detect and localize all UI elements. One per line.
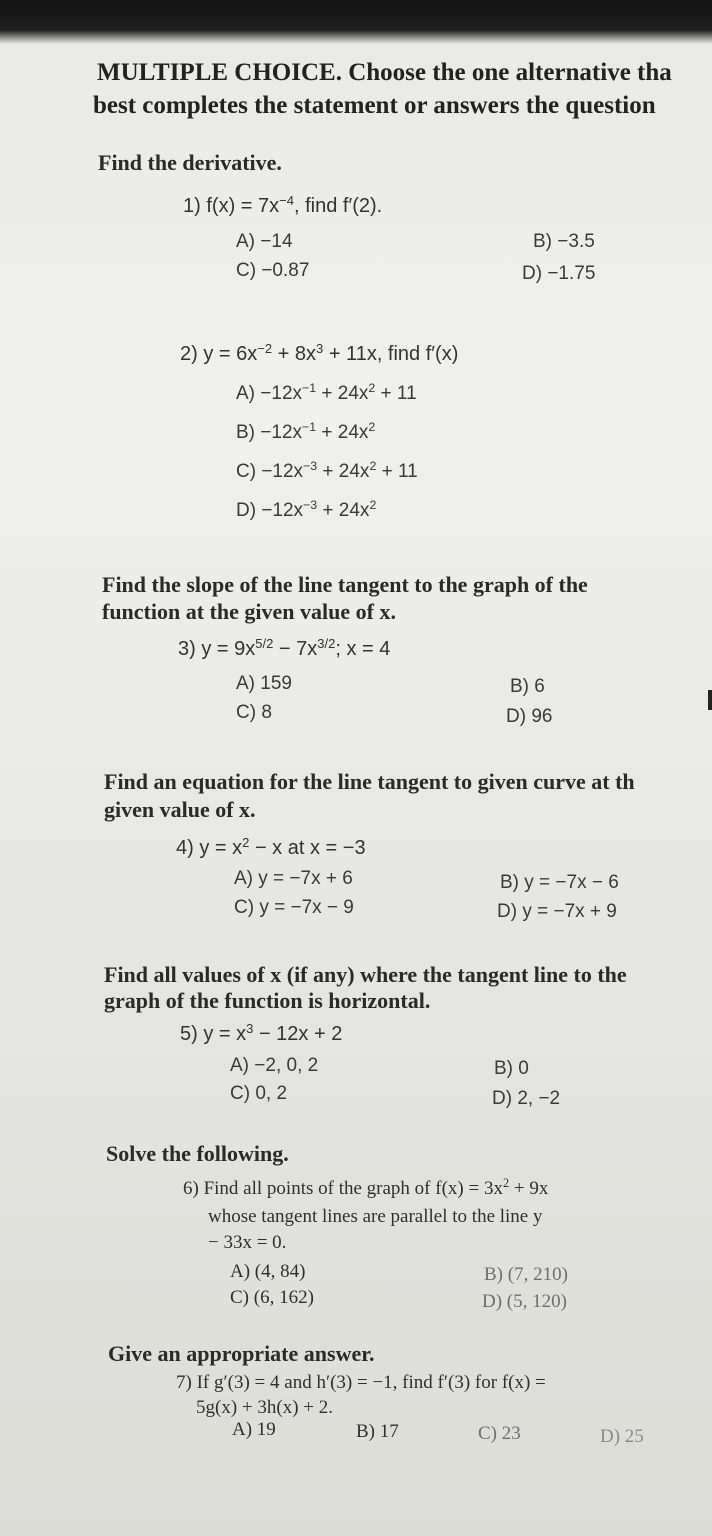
section-heading-slope-line-2: function at the given value of x. (102, 599, 396, 624)
question-6-prompt-line-1 (183, 1176, 549, 1199)
question-7-prompt-line-1: 7) If g′(3) = 4 and h′(3) = −1, find f′(3) for f(x) = (176, 1372, 546, 1393)
section-heading-equation-line-2: given value of x. (104, 797, 256, 822)
expression-part: − 7x (273, 638, 318, 660)
exponent: 3/2 (317, 635, 336, 651)
question-4-option-c: C) y = −7x − 9 (234, 897, 354, 918)
instructions-line-2: best completes the statement or answers the question (93, 92, 656, 119)
question-1-option-d: D) −1.75 (522, 263, 596, 284)
expression-part: − 12x + 2 (253, 1023, 343, 1045)
exponent: 3 (316, 340, 324, 356)
question-1-option-b: B) −3.5 (533, 231, 595, 252)
question-7-option-a: A) 19 (232, 1419, 276, 1440)
exponent: 2 (368, 420, 376, 435)
question-7-option-c: C) 23 (478, 1423, 521, 1444)
exponent: 2 (369, 459, 377, 474)
question-number: 4) (176, 837, 194, 859)
prompt-text: + 9x (509, 1178, 549, 1199)
exponent: −1 (302, 420, 317, 435)
question-4-option-d: D) y = −7x + 9 (497, 901, 617, 922)
question-4-prompt (176, 834, 366, 859)
option-text: C) −12x (236, 461, 304, 482)
exponent: −3 (303, 498, 318, 513)
exponent: −4 (279, 192, 294, 208)
option-text: + 11 (376, 461, 418, 482)
option-text: + 24x (317, 500, 370, 521)
expression-part: , find f′(2). (293, 195, 383, 217)
question-7-option-d: D) 25 (600, 1426, 644, 1447)
question-5-option-c: C) 0, 2 (230, 1083, 288, 1104)
question-5-option-a: A) −2, 0, 2 (230, 1055, 319, 1076)
question-4-option-b: B) y = −7x − 6 (500, 872, 619, 893)
question-1-option-a: A) −14 (236, 231, 293, 252)
exponent: 2 (369, 498, 377, 513)
question-6-prompt-line-3: − 33x = 0. (208, 1232, 287, 1253)
section-heading-appropriate: Give an appropriate answer. (108, 1341, 375, 1366)
question-3-option-a: A) 159 (236, 673, 292, 694)
exponent: −2 (257, 340, 273, 356)
question-6-option-b: B) (7, 210) (484, 1264, 568, 1285)
expression-part: − x at x = −3 (249, 837, 366, 859)
question-4-option-a: A) y = −7x + 6 (234, 868, 353, 889)
question-5-option-b: B) 0 (494, 1058, 529, 1079)
question-3-option-d: D) 96 (506, 706, 553, 727)
option-text: A) −12x (236, 383, 303, 404)
option-text: + 24x (317, 461, 370, 482)
expression-part: y = 6x (203, 343, 258, 365)
question-7-option-b: B) 17 (356, 1421, 399, 1442)
exponent: 5/2 (255, 635, 274, 651)
section-heading-horizontal-line-1: Find all values of x (if any) where the tangent line to the (104, 962, 627, 987)
exponent: 2 (368, 381, 376, 396)
question-2-option-a (236, 381, 417, 404)
question-2-prompt (180, 340, 459, 365)
question-3-prompt (178, 635, 391, 660)
expression-part: + 11x, find f′(x) (323, 343, 459, 365)
question-number: 1) (183, 195, 201, 217)
instructions-line-1: MULTIPLE CHOICE. Choose the one alternative tha (97, 59, 672, 86)
expression-part: y = x (199, 837, 243, 859)
question-2-option-d (236, 498, 377, 521)
question-6-option-c: C) (6, 162) (230, 1287, 314, 1308)
question-2-option-b (236, 420, 376, 443)
expression-part: y = 9x (201, 638, 256, 660)
question-6-option-d: D) (5, 120) (482, 1291, 567, 1312)
exponent: 2 (242, 834, 250, 850)
section-heading-solve: Solve the following. (106, 1141, 289, 1166)
expression-part: + 8x (272, 343, 317, 365)
expression-part: y = x (203, 1023, 247, 1045)
question-3-option-b: B) 6 (510, 676, 545, 697)
exponent: 2 (502, 1176, 510, 1191)
question-5-option-d: D) 2, −2 (492, 1088, 561, 1109)
section-heading-horizontal-line-2: graph of the function is horizontal. (104, 988, 431, 1013)
question-number: 3) (178, 638, 196, 660)
question-1-option-c: C) −0.87 (236, 260, 310, 281)
option-text: + 11 (375, 383, 417, 404)
question-6-option-a: A) (4, 84) (230, 1261, 306, 1282)
question-2-option-c (236, 459, 418, 482)
frame-edge (708, 690, 712, 710)
exponent: −1 (302, 381, 317, 396)
expression-part: f(x) = 7x (206, 195, 280, 217)
question-6-prompt-line-2: whose tangent lines are parallel to the line y (208, 1206, 543, 1227)
section-heading-derivative: Find the derivative. (98, 150, 282, 175)
question-number: 2) (180, 343, 198, 365)
section-heading-equation-line-1: Find an equation for the line tangent to given curve at th (104, 769, 635, 794)
question-number: 5) (180, 1023, 198, 1045)
section-heading-slope-line-1: Find the slope of the line tangent to the graph of the (102, 572, 588, 597)
question-1-prompt (183, 192, 383, 217)
expression-part: ; x = 4 (335, 638, 391, 660)
prompt-text: 6) Find all points of the graph of f(x) = 3x (183, 1178, 503, 1199)
question-5-prompt (180, 1020, 343, 1045)
option-text: B) −12x (236, 422, 303, 443)
option-text: + 24x (316, 422, 369, 443)
question-3-option-c: C) 8 (236, 702, 272, 723)
exponent: −3 (303, 459, 318, 474)
option-text: + 24x (316, 383, 369, 404)
question-7-prompt-line-2: 5g(x) + 3h(x) + 2. (196, 1397, 333, 1418)
option-text: D) −12x (236, 500, 304, 521)
exponent: 3 (246, 1020, 254, 1036)
